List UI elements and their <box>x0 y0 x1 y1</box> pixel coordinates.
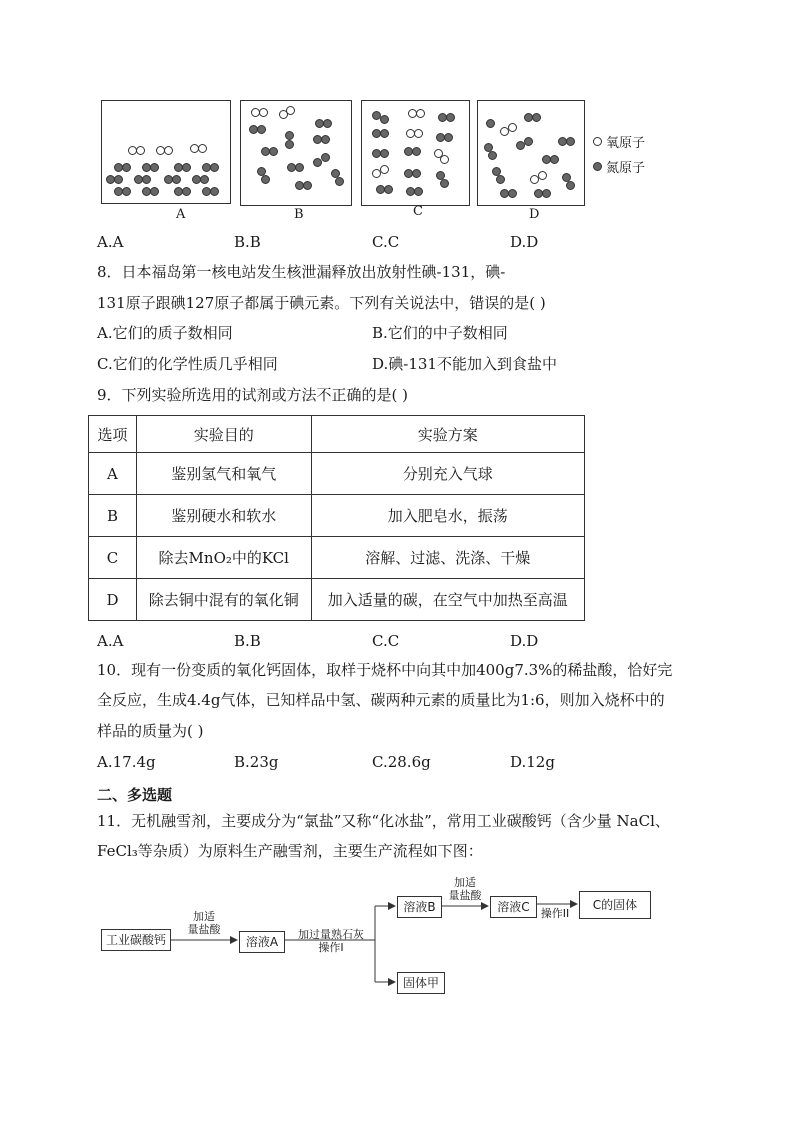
q8-stem-line2: 131原子跟碘127原子都属于碘元素。下列有关说法中，错误的是( ) <box>97 294 546 312</box>
table-header-cell: 实验方案 <box>311 416 584 453</box>
nitrogen-legend-label: 氮原子 <box>606 161 646 176</box>
table-cell: 鉴别硬水和软水 <box>136 495 311 537</box>
q7-option-c[interactable]: C.C <box>372 233 400 251</box>
flow-node-solution-b: 溶液B <box>397 896 442 918</box>
oxygen-legend-label: 氧原子 <box>606 136 646 151</box>
q9-option-c[interactable]: C.C <box>372 632 400 650</box>
flow-label-text: 加适 <box>193 910 215 923</box>
q8-option-d[interactable]: D.碘-131不能加入到食盐中 <box>372 355 557 373</box>
flow-node-c-solid: C的固体 <box>579 891 651 919</box>
q10-option-a[interactable]: A.17.4g <box>97 753 156 771</box>
q10-option-d[interactable]: D.12g <box>510 753 555 771</box>
flow-label-add-hcl <box>176 910 232 936</box>
flow-node-solution-c: 溶液C <box>490 896 537 918</box>
table-cell: C <box>89 537 137 579</box>
table-cell: 除去MnO₂中的KCl <box>136 537 311 579</box>
q9-option-b[interactable]: B.B <box>234 632 261 650</box>
flow-node-solid-jia: 固体甲 <box>397 972 445 994</box>
q10-stem-line2: 全反应，生成4.4g气体，已知样品中氢、碳两种元素的质量比为1:6，则加入烧杯中的 <box>97 691 665 709</box>
section-heading: 二、多选题 <box>97 786 173 804</box>
q9-option-d[interactable]: D.D <box>510 632 539 650</box>
flow-label-text: 加过量熟石灰 <box>298 928 364 941</box>
table-cell: 除去铜中混有的氧化铜 <box>136 579 311 621</box>
table-header-cell: 选项 <box>89 416 137 453</box>
table-cell: A <box>89 453 137 495</box>
table-cell: B <box>89 495 137 537</box>
box-label-b: B <box>294 207 304 222</box>
box-label-c: C <box>413 204 423 219</box>
flow-label-operation-2: 操作II <box>540 907 570 920</box>
q8-option-c[interactable]: C.它们的化学性质几乎相同 <box>97 355 278 373</box>
q10-option-b[interactable]: B.23g <box>234 753 279 771</box>
table-cell: D <box>89 579 137 621</box>
q9-stem: 9．下列实验所选用的试剂或方法不正确的是( ) <box>97 386 409 404</box>
q7-option-d[interactable]: D.D <box>510 233 539 251</box>
q11-stem-line1: 11．无机融雪剂，主要成分为“氯盐”又称“化冰盐”，常用工业碳酸钙（含少量 NaCl、 <box>97 812 670 830</box>
box-label-d: D <box>529 207 540 222</box>
q8-option-b[interactable]: B.它们的中子数相同 <box>372 324 508 342</box>
q7-option-a[interactable]: A.A <box>97 233 124 251</box>
table-cell: 鉴别氢气和氧气 <box>136 453 311 495</box>
flow-label-text: 操作I <box>318 941 344 954</box>
q10-option-c[interactable]: C.28.6g <box>372 753 431 771</box>
q9-option-a[interactable]: A.A <box>97 632 124 650</box>
flow-label-text: 量盐酸 <box>448 889 482 902</box>
q7-option-b[interactable]: B.B <box>234 233 261 251</box>
flow-node-solution-a: 溶液A <box>239 931 285 953</box>
flow-label-add-lime <box>288 928 374 954</box>
flow-label-text: 量盐酸 <box>187 923 221 936</box>
flow-label-text: 加适 <box>454 876 476 889</box>
q10-stem-line3: 样品的质量为( ) <box>97 722 204 740</box>
table-cell: 分别充入气球 <box>311 453 584 495</box>
flow-node-industrial-caco3: 工业碳酸钙 <box>101 929 171 951</box>
table-cell: 溶解、过滤、洗涤、干燥 <box>311 537 584 579</box>
q8-stem-line1: 8．日本福岛第一核电站发生核泄漏释放出放射性碘-131，碘- <box>97 263 506 281</box>
box-label-a: A <box>176 207 186 222</box>
q8-option-a[interactable]: A.它们的质子数相同 <box>97 324 233 342</box>
table-header-cell: 实验目的 <box>136 416 311 453</box>
q10-stem-line1: 10．现有一份变质的氧化钙固体，取样于烧杯中向其中加400g7.3%的稀盐酸，恰好完 <box>97 661 673 679</box>
flow-label-add-hcl-2 <box>440 876 490 902</box>
table-cell: 加入肥皂水，振荡 <box>311 495 584 537</box>
q11-stem-line2: FeCl₃等杂质）为原料生产融雪剂，主要生产流程如下图： <box>97 842 483 860</box>
table-cell: 加入适量的碳，在空气中加热至高温 <box>311 579 584 621</box>
